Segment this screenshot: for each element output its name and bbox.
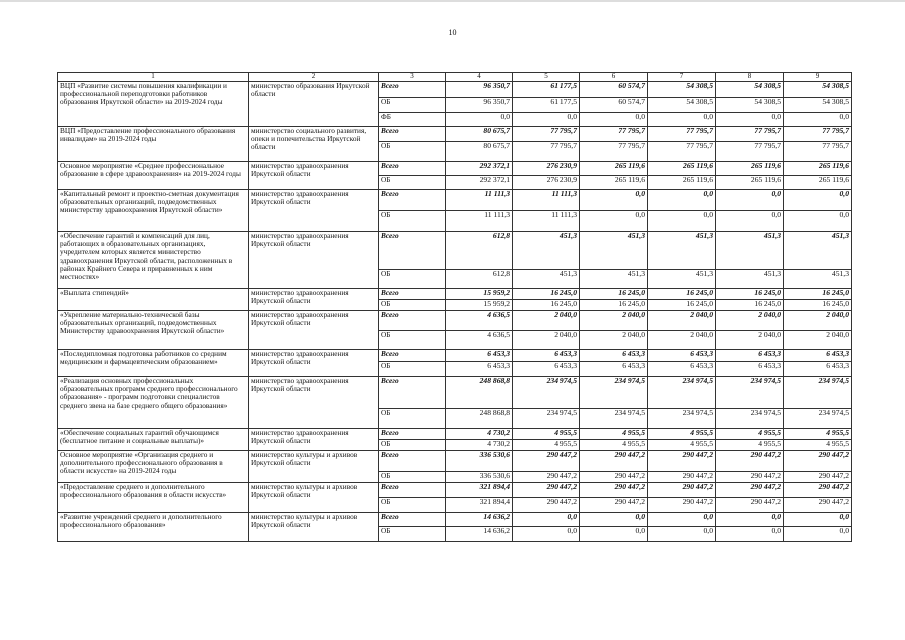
amount-cell: 290 447,2 xyxy=(580,498,648,513)
page-number: 10 xyxy=(448,28,457,37)
amount-cell: 6 453,3 xyxy=(784,362,852,377)
amount-cell: 321 894,4 xyxy=(446,483,513,498)
amount-cell: 290 447,2 xyxy=(513,483,580,498)
amount-cell: 4 955,5 xyxy=(513,429,580,440)
amount-cell: 451,3 xyxy=(513,232,580,270)
measure-name: «Выплата стипендий» xyxy=(58,289,249,311)
amount-cell: 290 447,2 xyxy=(716,483,784,498)
amount-cell: 451,3 xyxy=(784,270,852,289)
amount-cell: 15 959,2 xyxy=(446,300,513,311)
amount-cell: 77 795,7 xyxy=(784,127,852,142)
executor: министерство культуры и архивов Иркутской области xyxy=(249,451,379,483)
amount-cell: 234 974,5 xyxy=(580,409,648,429)
executor: министерство здравоохранения Иркутской области xyxy=(249,162,379,190)
amount-cell: 4 955,5 xyxy=(513,440,580,451)
amount-cell: 265 119,6 xyxy=(784,176,852,190)
amount-cell: 290 447,2 xyxy=(716,498,784,513)
amount-cell: 54 308,5 xyxy=(716,82,784,98)
amount-cell: 77 795,7 xyxy=(580,142,648,162)
amount-cell: 11 111,3 xyxy=(513,211,580,232)
funding-source: ОБ xyxy=(379,98,446,113)
funding-source: Всего xyxy=(379,350,446,362)
amount-cell: 0,0 xyxy=(784,113,852,127)
amount-cell: 6 453,3 xyxy=(784,350,852,362)
amount-cell: 54 308,5 xyxy=(784,82,852,98)
amount-cell: 6 453,3 xyxy=(648,350,716,362)
amount-cell: 16 245,0 xyxy=(648,300,716,311)
amount-cell: 451,3 xyxy=(580,232,648,270)
amount-cell: 265 119,6 xyxy=(580,162,648,176)
amount-cell: 4 730,2 xyxy=(446,429,513,440)
amount-cell: 2 040,0 xyxy=(513,311,580,331)
amount-cell: 290 447,2 xyxy=(784,498,852,513)
amount-cell: 6 453,3 xyxy=(513,362,580,377)
amount-cell: 451,3 xyxy=(580,270,648,289)
amount-cell: 290 447,2 xyxy=(648,483,716,498)
amount-cell: 16 245,0 xyxy=(513,300,580,311)
amount-cell: 2 040,0 xyxy=(716,311,784,331)
amount-cell: 15 959,2 xyxy=(446,289,513,300)
measure-name: «Обеспечение гарантий и компенсаций для лиц, работающих в образовательных организациях, учредителем которых является министерство здравоохранения Иркутской области, расположенных в районах Крайнего Севера и приравненных к ним местностях» xyxy=(58,232,249,289)
amount-cell: 290 447,2 xyxy=(580,451,648,472)
amount-cell: 96 350,7 xyxy=(446,98,513,113)
amount-cell: 16 245,0 xyxy=(784,300,852,311)
amount-cell: 0,0 xyxy=(648,527,716,542)
amount-cell: 290 447,2 xyxy=(716,451,784,472)
amount-cell: 60 574,7 xyxy=(580,98,648,113)
amount-cell: 54 308,5 xyxy=(648,98,716,113)
amount-cell: 290 447,2 xyxy=(784,483,852,498)
amount-cell: 265 119,6 xyxy=(580,176,648,190)
amount-cell: 0,0 xyxy=(716,113,784,127)
amount-cell: 4 955,5 xyxy=(784,429,852,440)
amount-cell: 4 955,5 xyxy=(716,429,784,440)
amount-cell: 290 447,2 xyxy=(648,498,716,513)
column-header: 8 xyxy=(716,73,784,82)
measure-name: Основное мероприятие «Организация среднего и дополнительного профессионального образования в области искусств» на 2019-2024 годы xyxy=(58,451,249,483)
table-row xyxy=(58,377,852,409)
amount-cell: 265 119,6 xyxy=(784,162,852,176)
amount-cell: 290 447,2 xyxy=(580,472,648,483)
amount-cell: 77 795,7 xyxy=(513,127,580,142)
amount-cell: 0,0 xyxy=(716,211,784,232)
funding-source: Всего xyxy=(379,483,446,498)
funding-source: ОБ xyxy=(379,211,446,232)
amount-cell: 0,0 xyxy=(648,513,716,527)
amount-cell: 2 040,0 xyxy=(580,311,648,331)
measure-name: ВЦП «Развитие системы повышения квалификации и профессиональной переподготовки работников образования Иркутской области» на 2019-2024 годы xyxy=(58,82,249,127)
executor: министерство здравоохранения Иркутской области xyxy=(249,232,379,289)
amount-cell: 234 974,5 xyxy=(513,409,580,429)
amount-cell: 290 447,2 xyxy=(648,451,716,472)
amount-cell: 4 955,5 xyxy=(716,440,784,451)
amount-cell: 234 974,5 xyxy=(648,409,716,429)
amount-cell: 0,0 xyxy=(716,190,784,211)
amount-cell: 96 350,7 xyxy=(446,82,513,98)
amount-cell: 290 447,2 xyxy=(784,472,852,483)
amount-cell: 0,0 xyxy=(580,211,648,232)
funding-source: Всего xyxy=(379,377,446,409)
amount-cell: 2 040,0 xyxy=(716,331,784,350)
table-row xyxy=(58,232,852,270)
executor: министерство культуры и архивов Иркутской области xyxy=(249,483,379,513)
amount-cell: 451,3 xyxy=(784,232,852,270)
amount-cell: 276 230,9 xyxy=(513,176,580,190)
amount-cell: 336 530,6 xyxy=(446,451,513,472)
amount-cell: 6 453,3 xyxy=(446,362,513,377)
executor: министерство здравоохранения Иркутской области xyxy=(249,289,379,311)
amount-cell: 290 447,2 xyxy=(784,451,852,472)
funding-source: ФБ xyxy=(379,113,446,127)
funding-source: Всего xyxy=(379,289,446,300)
amount-cell: 451,3 xyxy=(648,232,716,270)
amount-cell: 14 636,2 xyxy=(446,513,513,527)
amount-cell: 451,3 xyxy=(648,270,716,289)
amount-cell: 2 040,0 xyxy=(648,311,716,331)
table-row xyxy=(58,82,852,98)
table-row xyxy=(58,311,852,331)
amount-cell: 77 795,7 xyxy=(648,142,716,162)
funding-source: Всего xyxy=(379,311,446,331)
funding-source: ОБ xyxy=(379,498,446,513)
funding-source: Всего xyxy=(379,451,446,472)
amount-cell: 54 308,5 xyxy=(648,82,716,98)
amount-cell: 0,0 xyxy=(580,513,648,527)
amount-cell: 11 111,3 xyxy=(446,211,513,232)
amount-cell: 234 974,5 xyxy=(513,377,580,409)
table-row xyxy=(58,162,852,176)
amount-cell: 0,0 xyxy=(648,190,716,211)
scan-edge xyxy=(0,0,905,2)
measure-name: «Развитие учреждений среднего и дополнительного профессионального образования» xyxy=(58,513,249,542)
amount-cell: 0,0 xyxy=(648,113,716,127)
amount-cell: 4 955,5 xyxy=(580,440,648,451)
amount-cell: 451,3 xyxy=(513,270,580,289)
amount-cell: 248 868,8 xyxy=(446,409,513,429)
amount-cell: 0,0 xyxy=(716,513,784,527)
funding-source: Всего xyxy=(379,162,446,176)
table-row xyxy=(58,451,852,472)
amount-cell: 234 974,5 xyxy=(784,377,852,409)
funding-source: ОБ xyxy=(379,270,446,289)
table-row xyxy=(58,289,852,300)
amount-cell: 265 119,6 xyxy=(648,162,716,176)
amount-cell: 290 447,2 xyxy=(513,451,580,472)
amount-cell: 16 245,0 xyxy=(716,289,784,300)
amount-cell: 4 955,5 xyxy=(648,440,716,451)
funding-source: ОБ xyxy=(379,300,446,311)
amount-cell: 16 245,0 xyxy=(648,289,716,300)
amount-cell: 54 308,5 xyxy=(716,98,784,113)
amount-cell: 0,0 xyxy=(648,211,716,232)
amount-cell: 234 974,5 xyxy=(716,377,784,409)
amount-cell: 61 177,5 xyxy=(513,98,580,113)
executor: министерство образования Иркутской области xyxy=(249,82,379,127)
amount-cell: 234 974,5 xyxy=(716,409,784,429)
measure-name: ВЦП «Предоставление профессионального образования инвалидам» на 2019-2024 годы xyxy=(58,127,249,162)
funding-source: ОБ xyxy=(379,472,446,483)
amount-cell: 265 119,6 xyxy=(716,162,784,176)
amount-cell: 0,0 xyxy=(446,113,513,127)
amount-cell: 0,0 xyxy=(513,113,580,127)
amount-cell: 4 636,5 xyxy=(446,311,513,331)
executor: министерство здравоохранения Иркутской области xyxy=(249,350,379,377)
amount-cell: 6 453,3 xyxy=(716,350,784,362)
measure-name: «Капитальный ремонт и проектно-сметная документация образовательных организаций, подведомственных министерству здравоохранения Иркутской области» xyxy=(58,190,249,232)
column-header: 9 xyxy=(784,73,852,82)
amount-cell: 276 230,9 xyxy=(513,162,580,176)
amount-cell: 2 040,0 xyxy=(580,331,648,350)
amount-cell: 336 530,6 xyxy=(446,472,513,483)
amount-cell: 451,3 xyxy=(716,232,784,270)
amount-cell: 292 372,1 xyxy=(446,176,513,190)
amount-cell: 321 894,4 xyxy=(446,498,513,513)
amount-cell: 14 636,2 xyxy=(446,527,513,542)
column-header: 6 xyxy=(580,73,648,82)
amount-cell: 290 447,2 xyxy=(513,498,580,513)
funding-source: Всего xyxy=(379,232,446,270)
table-row xyxy=(58,190,852,211)
table-row xyxy=(58,350,852,362)
amount-cell: 77 795,7 xyxy=(580,127,648,142)
measure-name: «Последипломная подготовка работников со средним медицинским и фармацевтическим образованием» xyxy=(58,350,249,377)
executor: министерство здравоохранения Иркутской области xyxy=(249,190,379,232)
amount-cell: 4 636,5 xyxy=(446,331,513,350)
amount-cell: 77 795,7 xyxy=(648,127,716,142)
amount-cell: 80 675,7 xyxy=(446,127,513,142)
amount-cell: 2 040,0 xyxy=(784,311,852,331)
column-header: 2 xyxy=(249,73,379,82)
amount-cell: 612,8 xyxy=(446,270,513,289)
amount-cell: 77 795,7 xyxy=(513,142,580,162)
amount-cell: 6 453,3 xyxy=(716,362,784,377)
amount-cell: 2 040,0 xyxy=(513,331,580,350)
amount-cell: 451,3 xyxy=(716,270,784,289)
amount-cell: 0,0 xyxy=(580,113,648,127)
table-row xyxy=(58,127,852,142)
column-header: 4 xyxy=(446,73,513,82)
funding-source: ОБ xyxy=(379,331,446,350)
amount-cell: 77 795,7 xyxy=(784,142,852,162)
executor: министерство социального развития, опеки и попечительства Иркутской области xyxy=(249,127,379,162)
amount-cell: 6 453,3 xyxy=(580,362,648,377)
amount-cell: 234 974,5 xyxy=(580,377,648,409)
amount-cell: 0,0 xyxy=(784,513,852,527)
budget-table xyxy=(57,72,852,542)
funding-source: Всего xyxy=(379,190,446,211)
amount-cell: 0,0 xyxy=(716,527,784,542)
funding-source: Всего xyxy=(379,127,446,142)
amount-cell: 0,0 xyxy=(784,527,852,542)
amount-cell: 80 675,7 xyxy=(446,142,513,162)
amount-cell: 16 245,0 xyxy=(716,300,784,311)
amount-cell: 612,8 xyxy=(446,232,513,270)
funding-source: ОБ xyxy=(379,527,446,542)
amount-cell: 265 119,6 xyxy=(716,176,784,190)
measure-name: «Обеспечение социальных гарантий обучающимся (бесплатное питание и социальные выплаты)» xyxy=(58,429,249,451)
executor: министерство культуры и архивов Иркутской области xyxy=(249,513,379,542)
amount-cell: 2 040,0 xyxy=(784,331,852,350)
column-header: 3 xyxy=(379,73,446,82)
amount-cell: 11 111,3 xyxy=(513,190,580,211)
amount-cell: 6 453,3 xyxy=(446,350,513,362)
funding-source: Всего xyxy=(379,82,446,98)
amount-cell: 77 795,7 xyxy=(716,142,784,162)
amount-cell: 0,0 xyxy=(784,211,852,232)
table-row xyxy=(58,513,852,527)
amount-cell: 290 447,2 xyxy=(513,472,580,483)
amount-cell: 4 730,2 xyxy=(446,440,513,451)
measure-name: «Реализация основных профессиональных образовательных программ среднего профессионального образования» - программ подготовки специалистов среднего звена на базе среднего общего образования» xyxy=(58,377,249,429)
amount-cell: 4 955,5 xyxy=(580,429,648,440)
amount-cell: 0,0 xyxy=(513,513,580,527)
amount-cell: 16 245,0 xyxy=(513,289,580,300)
amount-cell: 61 177,5 xyxy=(513,82,580,98)
amount-cell: 6 453,3 xyxy=(513,350,580,362)
amount-cell: 290 447,2 xyxy=(716,472,784,483)
amount-cell: 234 974,5 xyxy=(648,377,716,409)
amount-cell: 292 372,1 xyxy=(446,162,513,176)
funding-source: Всего xyxy=(379,429,446,440)
measure-name: Основное мероприятие «Среднее профессиональное образование в сфере здравоохранения» на 2019-2024 годы xyxy=(58,162,249,190)
executor: министерство здравоохранения Иркутской области xyxy=(249,429,379,451)
executor: министерство здравоохранения Иркутской области xyxy=(249,311,379,350)
table-row xyxy=(58,429,852,440)
amount-cell: 290 447,2 xyxy=(648,472,716,483)
funding-source: ОБ xyxy=(379,176,446,190)
funding-source: ОБ xyxy=(379,142,446,162)
amount-cell: 4 955,5 xyxy=(784,440,852,451)
amount-cell: 4 955,5 xyxy=(648,429,716,440)
header-row xyxy=(58,73,852,82)
amount-cell: 0,0 xyxy=(580,527,648,542)
amount-cell: 16 245,0 xyxy=(580,289,648,300)
column-header: 5 xyxy=(513,73,580,82)
measure-name: «Укрепление материально-технической базы образовательных организаций, подведомственных Министерству здравоохранения Иркутской области» xyxy=(58,311,249,350)
amount-cell: 54 308,5 xyxy=(784,98,852,113)
amount-cell: 16 245,0 xyxy=(580,300,648,311)
amount-cell: 234 974,5 xyxy=(784,409,852,429)
table-row xyxy=(58,483,852,498)
funding-source: Всего xyxy=(379,513,446,527)
amount-cell: 11 111,3 xyxy=(446,190,513,211)
amount-cell: 6 453,3 xyxy=(648,362,716,377)
amount-cell: 290 447,2 xyxy=(580,483,648,498)
amount-cell: 0,0 xyxy=(580,190,648,211)
funding-source: ОБ xyxy=(379,440,446,451)
measure-name: «Предоставление среднего и дополнительного профессионального образования в области искусств» xyxy=(58,483,249,513)
column-header: 7 xyxy=(648,73,716,82)
funding-source: ОБ xyxy=(379,409,446,429)
amount-cell: 2 040,0 xyxy=(648,331,716,350)
amount-cell: 0,0 xyxy=(784,190,852,211)
amount-cell: 265 119,6 xyxy=(648,176,716,190)
amount-cell: 0,0 xyxy=(513,527,580,542)
amount-cell: 60 574,7 xyxy=(580,82,648,98)
amount-cell: 248 868,8 xyxy=(446,377,513,409)
amount-cell: 16 245,0 xyxy=(784,289,852,300)
column-header: 1 xyxy=(58,73,249,82)
amount-cell: 77 795,7 xyxy=(716,127,784,142)
funding-source: ОБ xyxy=(379,362,446,377)
executor: министерство здравоохранения Иркутской области xyxy=(249,377,379,429)
amount-cell: 6 453,3 xyxy=(580,350,648,362)
